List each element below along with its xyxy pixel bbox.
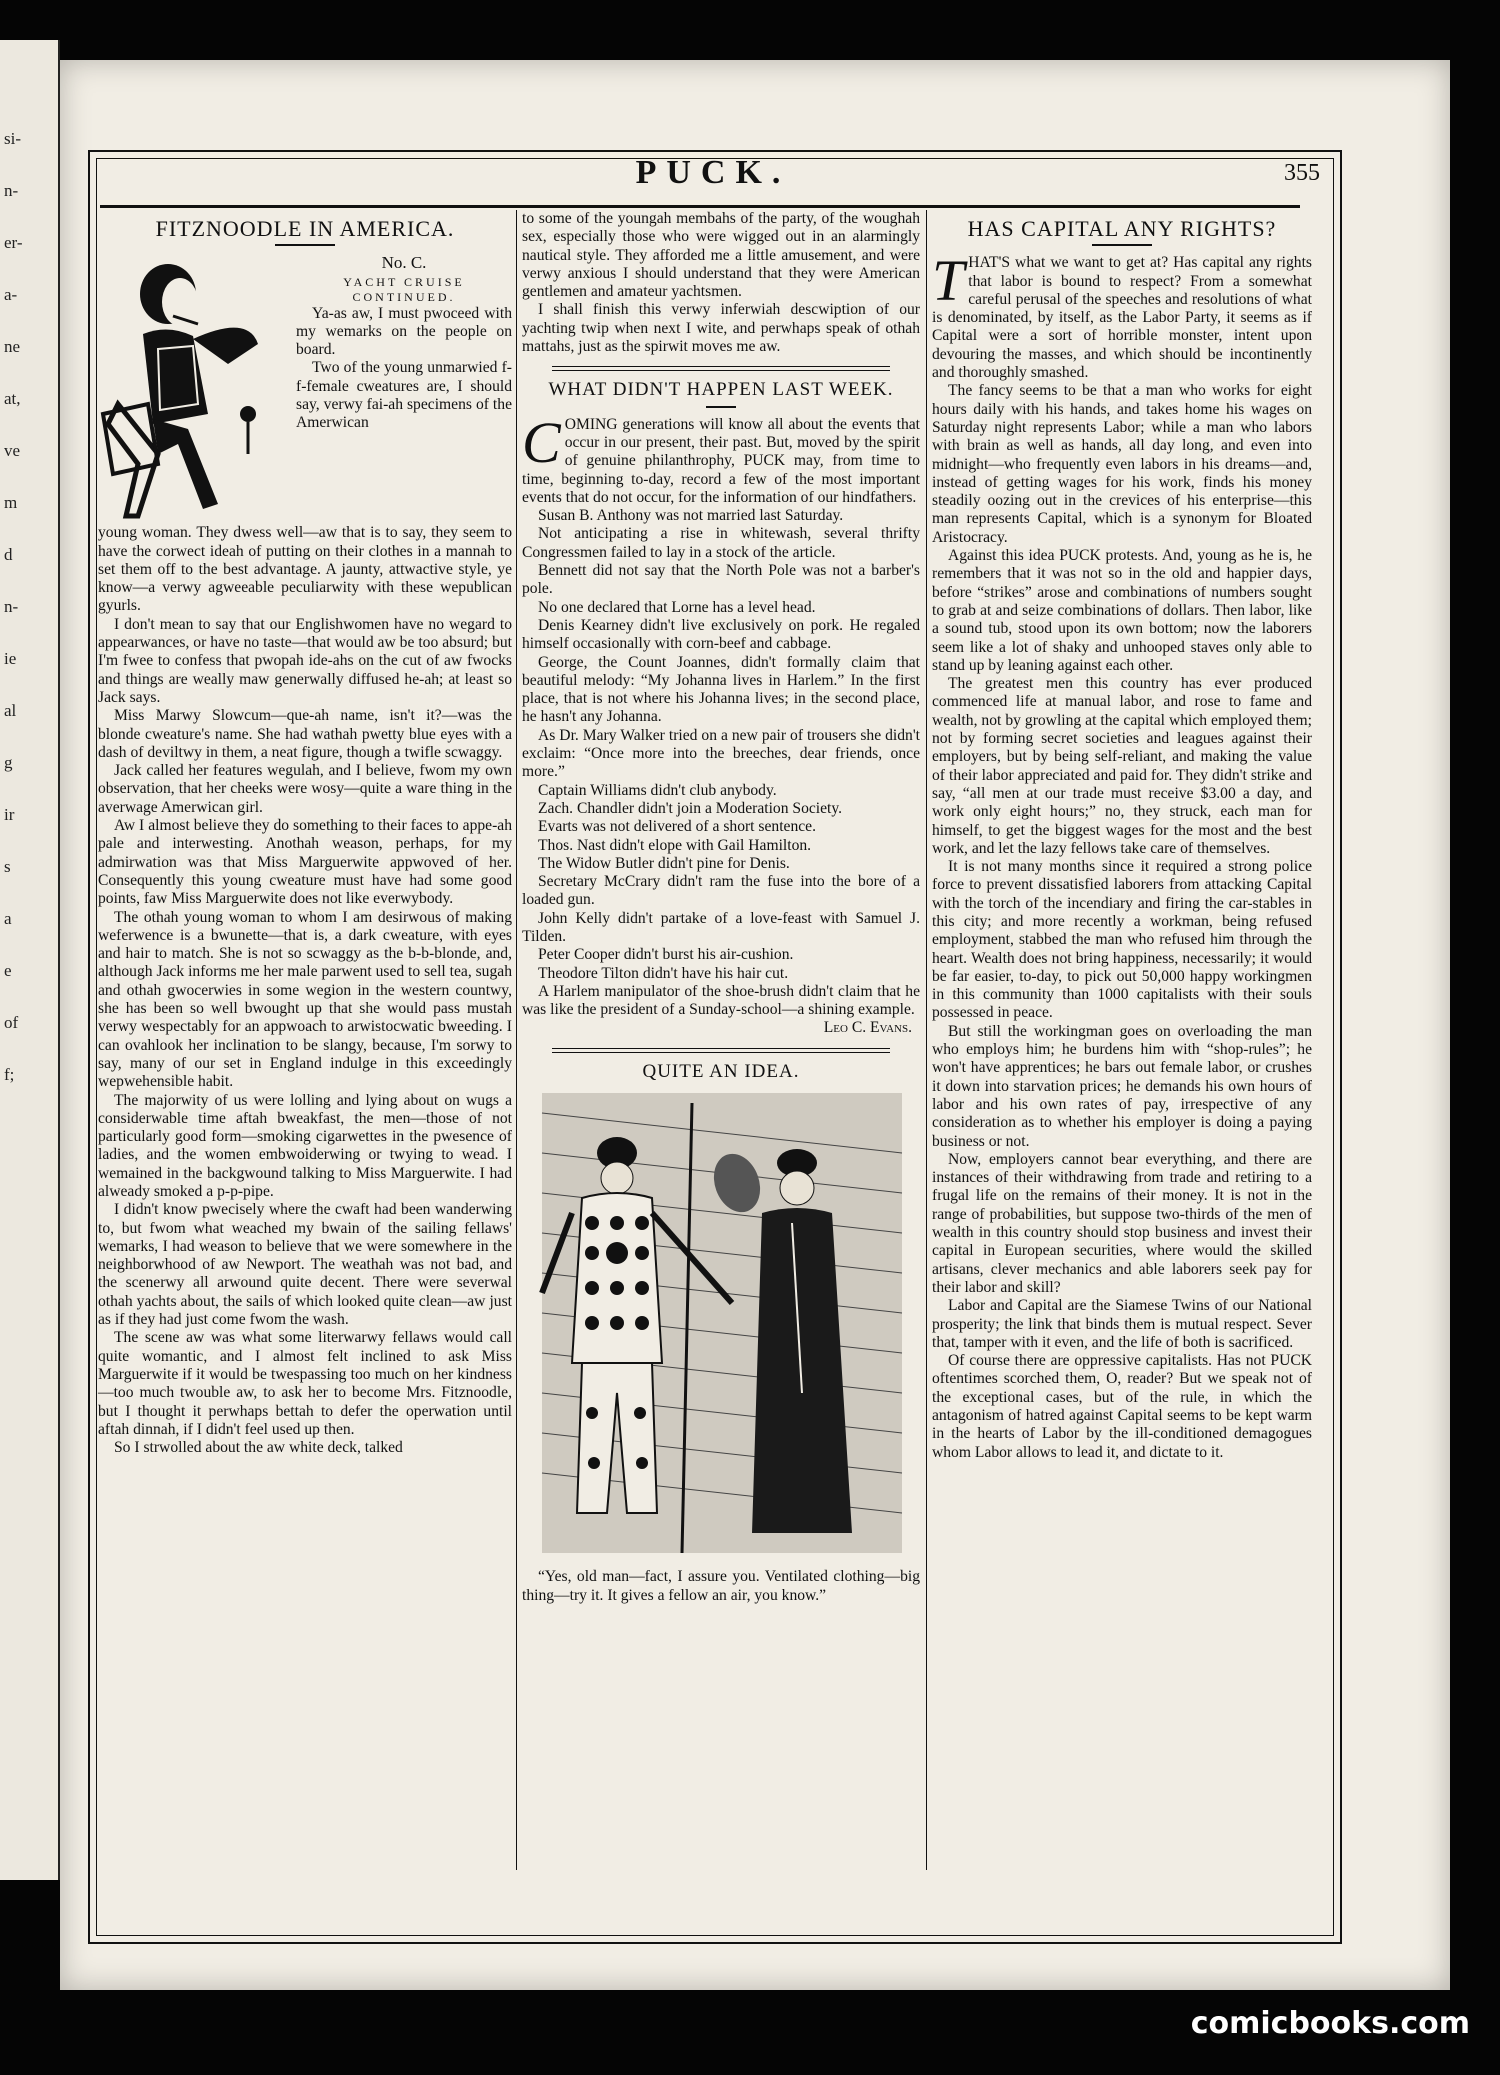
margin-fragment: g [4, 753, 13, 772]
margin-fragment: n- [4, 597, 19, 616]
dropcap: C [522, 409, 561, 475]
margin-fragment: d [4, 545, 13, 564]
fitznoodle-number: No. C. [381, 253, 427, 273]
page-number: 355 [1284, 160, 1320, 186]
didnt-happen-intro [522, 409, 920, 507]
intro-text: OMING generations will know all about the events that occur in our present, their past. But, moved by the spirit of genuine philanthrophy, PUCK may, from time to time, beginning to-day, record a few of the most important events that do not occur, for the information of our hindfathers. [522, 415, 920, 506]
didnt-happen-item: Theodore Tilton didn't have his hair cut. [538, 964, 789, 982]
didnt-happen-item: Denis Kearney didn't live exclusively on pork. He regaled himself occasionally with corn-beef and cabbage. [522, 616, 920, 653]
paragraph: The fancy seems to be that a man who works for eight hours daily with his hands, and takes home his wages on Saturday night represents Labor; while a man who labors with brain as well as hands, all day long, and even into midnight—who frequently even labors in his dreams—and, instead of getting wages for his work, finds his money steadily oozing out in the crevices of his enterprise—this man represents Capital, which is a synonym for Bloated Aristocracy. [932, 382, 1312, 546]
paragraph: But still the workingman goes on overloading the man who employs him; he burdens him with “shop-rules”; he won't have apprentices; he bars out female labor, or crushes it down into starvation prices; he demands his own hours of labor and his own rates of pay, irrespective of any consideration as to whether his employer is doing a paying business or not. [932, 1022, 1312, 1150]
fitznoodle-subhead-2: CONTINUED. [352, 289, 456, 304]
margin-fragment: f; [4, 1065, 15, 1084]
paragraph: to some of the youngah membahs of the party, of the woughah sex, especially those who were wigged out in an alarmingly nautical style. They afforded me a little amusement, and were verwy anxious I should understand that they were American gentlemen and amateur yachtsmen. [522, 210, 920, 301]
paragraph: Aw I almost believe they do something to their faces to appe-ah pale and interwesting. Anothah weason, perhaps, for my admirwation was that Miss Marguerwite appwoved of her. Consequently this young cweature must have had some good points, faw Miss Marguerwite does not like everwybody. [98, 817, 512, 908]
headline-dash [275, 244, 335, 246]
paragraph: The scene aw was what some literwarwy fellaws would call quite womantic, and I almost felt inclined to ask Miss Marguerwite if it would be twespassing too much on her kindness—too much twouble aw, to ask her to become Mrs. Fitznoodle, but I thought it perwhaps bettah to defer the operwation until aftah dinnah, if I didn't feel used up then. [98, 1329, 512, 1438]
paragraph: Now, employers cannot bear everything, and there are instances of their withdrawing from trade and retiring to a frugal life on the remains of their money. It is not in the range of probabilities, but suppose two-thirds of the men of wealth in this country should stop business and invest their capital in European securities, where would the skilled artisans, clever mechanics and able laborers seek pay for their labor and skill? [932, 1150, 1312, 1296]
masthead-title: PUCK. [635, 154, 791, 191]
didnt-happen-item: Zach. Chandler didn't join a Moderation Society. [538, 799, 843, 817]
section-rule [522, 1048, 920, 1053]
didnt-happen-item: Evarts was not delivered of a short sentence. [538, 818, 816, 836]
didnt-happen-item: Bennett did not say that the North Pole was not a barber's pole. [522, 562, 920, 598]
paragraph: The majorwity of us were lolling and lying about on wugs a considerwable time aftah bweakfast, the men—those of not particularly good form—smoking cigarwettes in the pwesence of ladies, and the women embwoiderwing or twying to wead. I wemained in the backgwound talking to Miss Marguerwite. I had alweady smoked a p-p-pipe. [98, 1091, 512, 1200]
didnt-happen-headline: WHAT DIDN'T HAPPEN LAST WEEK. [548, 379, 894, 401]
didnt-happen-item: Secretary McCrary didn't ram the fuse into the bore of a loaded gun. [522, 873, 920, 909]
paragraph: young woman. They dwess well—aw that is to say, they seem to have the corwect ideah of putting on their clothes in a mannah to set them off to the best advantage. A jaunty, attwactive style, ye know—a verwy agweeable peculiarwity with these wepublican gyurls. [98, 524, 512, 615]
column-capital [932, 210, 1312, 1955]
paragraph: Miss Marwy Slowcum—que-ah name, isn't it?—was the blonde cweature's name. She had wathah pwetty blue eyes with a dash of deviltwy in them, a neat figure, though a twifle scwaggy. [98, 707, 512, 761]
quite-an-idea-headline: QUITE AN IDEA. [642, 1060, 800, 1082]
margin-fragment: m [4, 493, 18, 512]
paragraph: It is not many months since it required a strong police force to prevent dissatisfied laborers from attacking Capital with the torch of the incendiary and firing the car-stables in this city; and more recently a workman, being refused employment, stabbed the man who refused him through the heart. Wealth does not bring happiness, necessarily; it would be far easier, to-day, to pick out 50,000 happy workingmen in this community than 1000 capitalists with their souls possessed in peace. [932, 858, 1312, 1022]
paragraph: Ya-as aw, I must pwoceed with my wemarks on the people on board. [296, 304, 512, 359]
margin-fragment: at, [4, 389, 21, 408]
didnt-happen-item: Captain Williams didn't club anybody. [538, 781, 777, 799]
signature: Leo C. Evans. [823, 1019, 912, 1037]
column-fitznoodle [98, 210, 512, 1955]
margin-fragment: ve [4, 441, 21, 460]
margin-fragment: of [4, 1013, 19, 1032]
didnt-happen-item: As Dr. Mary Walker tried on a new pair of trousers she didn't exclaim: “Once more into the breeches, dear friends, once more.” [522, 726, 920, 781]
didnt-happen-item: Not anticipating a rise in whitewash, several thrifty Congressmen failed to lay in a stock of the article. [522, 525, 920, 561]
margin-fragment: s [4, 857, 11, 876]
quite-an-idea-cartoon [522, 1093, 920, 1553]
margin-fragment: al [4, 701, 17, 720]
margin-fragment: a- [4, 285, 18, 304]
didnt-happen-item: Peter Cooper didn't burst his air-cushion. [538, 946, 794, 964]
paragraph: Two of the young unmarwied f-f-female cweatures are, I should say, verwy fai-ah specimens of the Amerwican [296, 359, 512, 432]
dropcap: T [932, 248, 965, 314]
didnt-happen-item: The Widow Butler didn't pine for Denis. [538, 854, 790, 872]
paragraph: Of course there are oppressive capitalists. Has not PUCK oftentimes scorched them, O, reader? But we speak not of the exceptional cases, but of the rule, in which the antagonism of hatred against Capital seems to be kept warm in the hearts of Labor by the ill-conditioned demagogues whom Labor allows to lead it, and dictate to it. [932, 1352, 1312, 1461]
paragraph: I shall finish this verwy inferwiah descwiption of our yachting twip when next I wite, and perwhaps speak of othah mattahs, just as the spirwit moves me aw. [522, 301, 920, 356]
didnt-happen-item: George, the Count Joannes, didn't formally claim that beautiful melody: “My Johanna lives in Harlem.” In the first place, that is not where his Johanna lives; in the second place, he hasn't any Johanna. [522, 653, 920, 726]
paragraph: Labor and Capital are the Siamese Twins of our National prosperity; the link that binds them is mutual respect. Sever that, tamper with it even, and the life of both is sacrificed. [932, 1297, 1312, 1351]
previous-page-edge [0, 40, 60, 1880]
capital-headline: HAS CAPITAL ANY RIGHTS? [967, 216, 1277, 241]
paragraph: So I strwolled about the aw white deck, talked [114, 1439, 403, 1457]
margin-fragment: ir [4, 805, 15, 824]
column-divider-2 [926, 210, 927, 1870]
column-divider-1 [516, 210, 517, 1870]
fitznoodle-subhead-1: YACHT CRUISE [343, 274, 465, 289]
fitznoodle-headline: FITZNOODLE IN AMERICA. [155, 216, 455, 241]
fitznoodle-illustration [98, 254, 288, 522]
didnt-happen-item: Susan B. Anthony was not married last Saturday. [538, 507, 844, 525]
margin-fragment: a [4, 909, 12, 928]
margin-fragment: n- [4, 181, 19, 200]
capital-intro [932, 248, 1312, 382]
paragraph: The greatest men this country has ever produced commenced life at manual labor, and rose to fame and wealth, not by growling at the capital which employed them; not by forming secret societies and leagues against their employers, but by being self-reliant, and making the value of their labor appreciated and paid for. They didn't strike and say, “all men at our trade must receive $3.00 a day, and work only eight hours;” no, they struck, each man for himself, to get the biggest wages for the most and the best work, and let the lazy fellows take care of themselves. [932, 675, 1312, 857]
margin-fragment: ne [4, 337, 21, 356]
section-rule [522, 366, 920, 371]
column-middle [522, 210, 920, 1955]
intro-text: HAT'S what we want to get at? Has capital any rights that labor is bound to respect? From a somewhat careful perusal of the speeches and resolutions of what is denominated, by itself, as the Labor Party, it seems as if Capital were a sort of horrible monster, intent upon devouring the masses, and which should be incontinently and thoroughly smashed. [932, 254, 1312, 382]
margin-fragment: ie [4, 649, 17, 668]
didnt-happen-item: Thos. Nast didn't elope with Gail Hamilton. [538, 836, 812, 854]
headline-dash [706, 406, 736, 408]
didnt-happen-item: A Harlem manipulator of the shoe-brush didn't claim that he was like the president of a Sunday-school—a shining example. [522, 982, 920, 1019]
paragraph: Against this idea PUCK protests. And, young as he is, he remembers that it was not so in the old and happier days, before “strikes” arose and combinations of numbers sought to grab at and seize combinations of dollars. Then labor, like a sound tub, stood upon its own bottom; now the laborers seem like a lot of shaky and unhooped staves only able to stand up by leaning against each other. [932, 547, 1312, 674]
paragraph: I don't mean to say that our Englishwomen have no wegard to appearwances, or have no taste—that would aw be too absurd; but I'm fwee to confess that pwopah ide-ahs on the cut of aw fwocks and things are weally maw generwally diffused he-ah; at least so Jack says. [98, 615, 512, 706]
paragraph: Jack called her features wegulah, and I believe, fwom my own observation, that her cheeks were wosy—quite a ware thing in the averwage Amerwican girl. [98, 762, 512, 816]
headline-dash [1092, 244, 1152, 246]
margin-fragment: er- [4, 233, 23, 252]
paragraph: I didn't know pwecisely where the cwaft had been wanderwing to, but fwom what weached my bwain of the sailing fellaws' wemarks, I had weason to believe that we were somewhere in the neighborwhood of aw Newport. The weathah was not bad, and the scenerwy all arwound quite decent. There were severwal othah yachts about, the sails of which looked quite clean—aw just as if they had just come fwom the wash. [98, 1201, 512, 1329]
margin-fragment: si- [4, 129, 21, 148]
cartoon-caption: “Yes, old man—fact, I assure you. Ventilated clothing—big thing—try it. It gives a fellow an air, you know.” [522, 1568, 920, 1604]
didnt-happen-item: No one declared that Lorne has a level head. [538, 598, 816, 616]
margin-fragment: e [4, 961, 12, 980]
didnt-happen-items [522, 507, 920, 1019]
didnt-happen-item: John Kelly didn't partake of a love-feast with Samuel J. Tilden. [522, 909, 920, 945]
paragraph: The othah young woman to whom I am desirwous of making weferwence is a bwunette—that is, a dark cweature, with eyes and hair to match. She is not so scwaggy as the b-b-blonde, and, although Jack informs me her male parwent used to sell tea, sugah and othah gwocerwies in some wegion in the western countwy, she has been so well bwought up that she would pass mustah verwy wespectably for an appwoach to arwistocwatic bweeding. I can ovahlook her inclination to be slangy, because, I'm sorwy to say, many of our set in England indulge in this exceedingly wepwehensible habit. [98, 908, 512, 1091]
watermark: comicbooks.com [1190, 2006, 1470, 2041]
